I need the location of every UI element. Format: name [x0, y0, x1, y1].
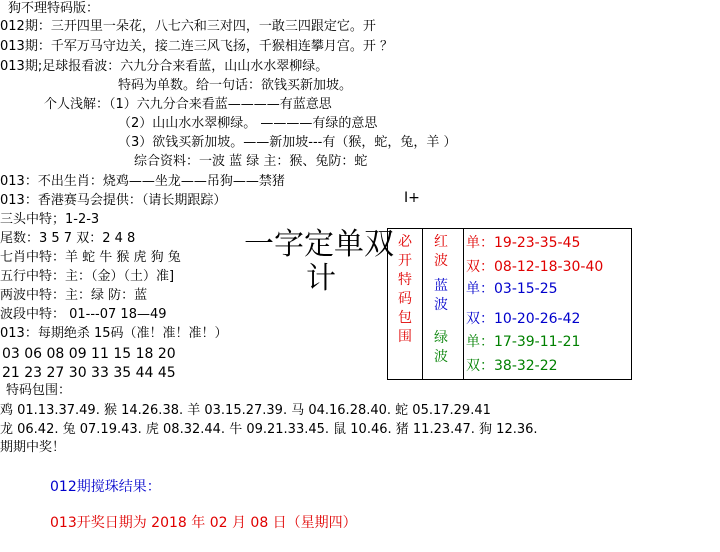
zodiac-list: 鸡 01.13.37.49. 猴 14.26.38. 羊 03.15.27.39. 马 04.16.28.40. 蛇 05.17.29.41 [0, 403, 491, 418]
big-title-second: 计 [306, 261, 336, 296]
number-list: 21 23 27 30 33 35 44 45 [2, 365, 176, 381]
text-line: 综合资料：一波 蓝 绿 主：猴、兔防：蛇 [134, 154, 368, 169]
table-divider [463, 229, 464, 379]
zodiac-list: 龙 06.42. 兔 07.19.43. 虎 08.32.44. 牛 09.21.33.45. 鼠 10.46. 猪 11.23.47. 狗 12.36. [0, 422, 538, 437]
green-wave-label: 绿波 [434, 330, 448, 365]
row-label: 双： [466, 259, 494, 275]
row-label: 单： [466, 281, 494, 297]
text-line: 七肖中特：羊 蛇 牛 猴 虎 狗 兔 [0, 250, 181, 265]
text-line: 013期：千军万马守边关，接二连三风飞扬，千猴相连攀月宫。开 ？ [0, 39, 393, 54]
row-numbers: 03-15-25 [494, 281, 558, 297]
text-line: 013期;足球报看波：六九分合来看蓝，山山水水翠柳绿。 [0, 59, 329, 74]
row-numbers: 38-32-22 [494, 358, 558, 374]
text-line: 013：不出生肖：烧鸡——坐龙——吊狗——禁猪 [0, 174, 285, 189]
draw-date: 013开奖日期为 2018 年 02 月 08 日（星期四） [50, 515, 357, 531]
text-line: 012期：三开四里一朵花，八七六和三对四，一敢三四跟定它。开 [0, 19, 376, 34]
row-label: 单： [466, 334, 494, 350]
table-col-header: 必开特码包围 [398, 234, 412, 345]
row-label: 双： [466, 358, 494, 374]
text-line: （3）欲钱买新加坡。——新加坡---有（猴，蛇，兔，羊 ） [118, 135, 457, 150]
blue-wave-label: 蓝波 [434, 278, 448, 313]
text-line: 特码包围： [6, 383, 72, 398]
row-numbers: 17-39-11-21 [494, 334, 581, 350]
text-line: 三头中特；1-2-3 [0, 212, 100, 227]
text-line: 尾数：3 5 7 双：2 4 8 [0, 231, 136, 246]
big-title: 一字定单双 [244, 227, 394, 262]
row-numbers: 08-12-18-30-40 [494, 259, 604, 275]
text-line: 波段中特： 01---07 18—49 [0, 307, 167, 322]
table-row [466, 308, 580, 328]
text-line: 五行中特：主：（金）（土）准] [0, 269, 175, 284]
table-row [466, 331, 580, 351]
text-line: 个人浅解：（1）六九分合来看蓝————有蓝意思 [44, 97, 332, 112]
text-line: 013：香港赛马会提供：（请长期跟踪） [0, 193, 227, 208]
document-header: 狗不理特码版： [8, 1, 100, 16]
row-numbers: 19-23-35-45 [494, 235, 581, 251]
row-label: 双： [466, 311, 494, 327]
text-line: 特码为单数。给一句话：欲钱买新加坡。 [118, 78, 353, 93]
results-title: 012期搅珠结果： [50, 479, 161, 495]
text-line: （2）山山水水翠柳绿。 ————有绿的意思 [118, 116, 378, 131]
row-label: 单： [466, 235, 494, 251]
prediction-table [387, 228, 632, 380]
table-row [466, 278, 558, 298]
text-line: 013：每期绝杀 15码（准！准！准！） [0, 326, 228, 341]
text-line: 两波中特：主：绿 防：蓝 [0, 288, 148, 303]
table-row [466, 232, 580, 252]
row-numbers: 10-20-26-42 [494, 311, 581, 327]
table-row [466, 355, 558, 375]
number-list: 03 06 08 09 11 15 18 20 [2, 346, 176, 362]
text-cursor-icon: I+ [404, 190, 420, 206]
text-line: 期期中奖！ [0, 440, 66, 455]
table-divider [422, 229, 423, 379]
red-wave-label: 红波 [434, 234, 448, 269]
table-row [466, 256, 603, 276]
